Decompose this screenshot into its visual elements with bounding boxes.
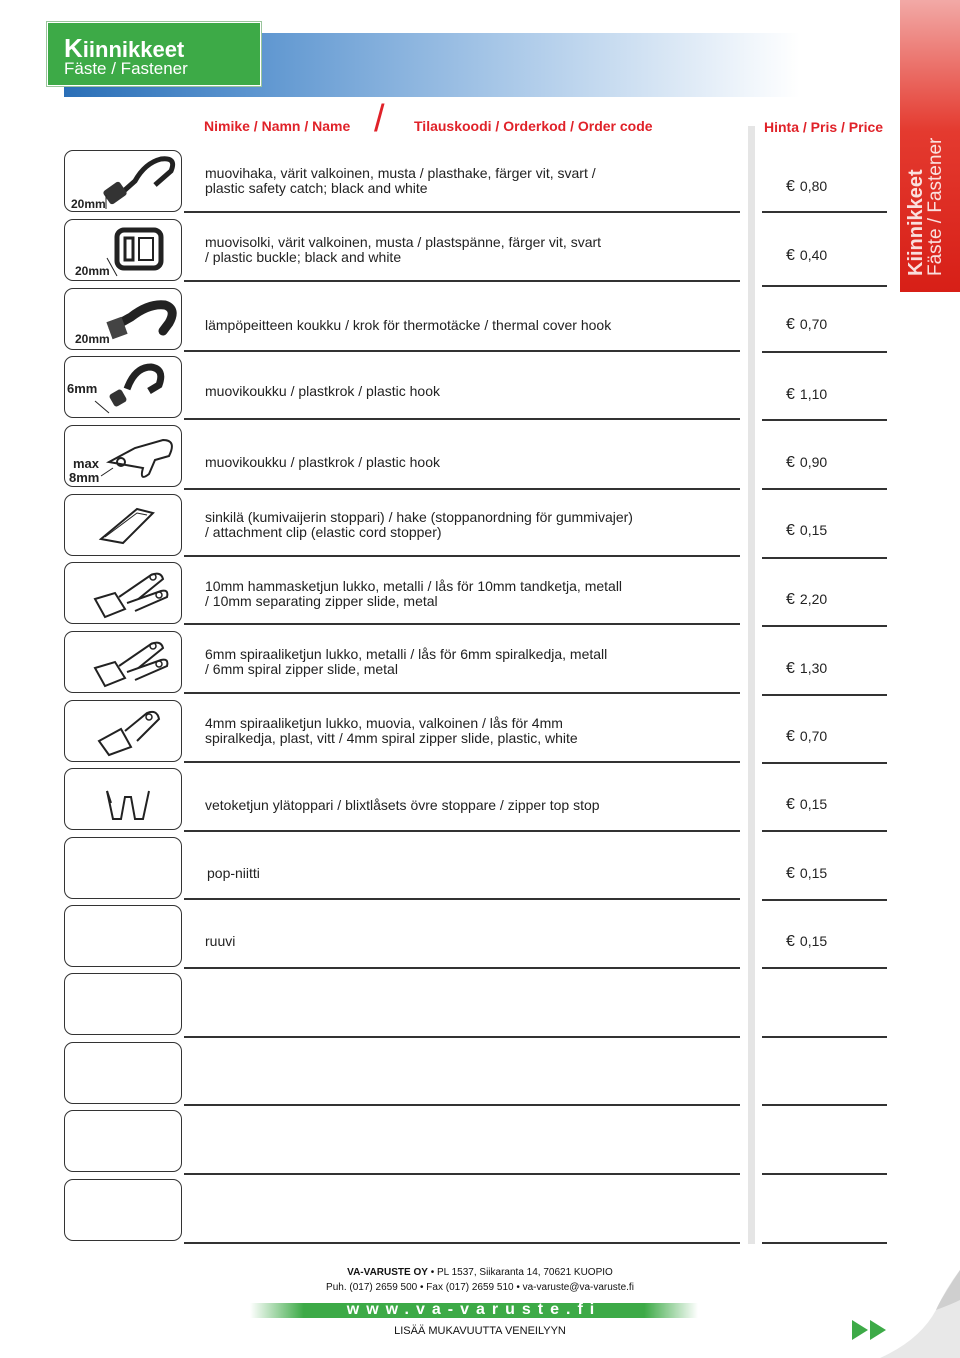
product-image-6mm-zipper-slide	[64, 631, 182, 693]
product-name: 6mm spiraaliketjun lukko, metalli / lås för 6mm spiralkedja, metall / 6mm spiral zipper slide, metal	[205, 646, 608, 677]
price-rule	[762, 967, 887, 969]
product-name: muovisolki, värit valkoinen, musta / plastspänne, färger vit, svart / plastic buckle; black and white	[205, 234, 602, 265]
product-image-4mm-zipper-slide	[64, 700, 182, 762]
product-name: muovikoukku / plastkrok / plastic hook	[205, 383, 440, 399]
price-rule	[762, 762, 887, 764]
order-code-rule	[184, 830, 740, 832]
page-subtitle: Fäste / Fastener	[64, 59, 188, 78]
product-price: € 0,15	[786, 796, 828, 813]
product-image-10mm-zipper-slide	[64, 562, 182, 624]
order-code-rule	[184, 211, 740, 213]
price-rule	[762, 694, 887, 696]
title-box	[47, 22, 261, 86]
product-price: € 2,20	[786, 591, 828, 608]
product-price: € 1,30	[786, 660, 828, 677]
dimension-label: 20mm	[71, 197, 106, 211]
product-price: € 0,15	[786, 522, 828, 539]
price-rule	[762, 1173, 887, 1175]
order-code-rule	[184, 1242, 740, 1244]
footer-tagline: LISÄÄ MUKAVUUTTA VENEILYYN	[394, 1325, 566, 1337]
order-code-rule	[184, 623, 740, 625]
footer-contact: Puh. (017) 2659 500 • Fax (017) 2659 510 • va-varuste@va-varuste.fi	[326, 1282, 634, 1293]
price-rule	[762, 285, 887, 287]
zipper-slide-icon	[65, 563, 182, 624]
order-code-rule	[184, 1104, 740, 1106]
product-image-buckle	[64, 219, 182, 281]
price-rule	[762, 1036, 887, 1038]
order-code-rule	[184, 1036, 740, 1038]
product-image-safety-catch	[64, 150, 182, 212]
product-price: € 1,10	[786, 386, 828, 403]
price-rule	[762, 211, 887, 213]
product-price: € 0,15	[786, 865, 828, 882]
order-code-rule	[184, 350, 740, 352]
column-header-order-code: Tilauskoodi / Orderkod / Order code	[414, 118, 653, 134]
dimension-label: max	[73, 456, 100, 471]
dimension-label: 6mm	[67, 381, 98, 396]
zipper-top-stop-icon	[65, 769, 182, 830]
product-name: pop-niitti	[207, 865, 260, 881]
product-image-plastic-hook-8mm	[64, 425, 182, 487]
product-name: ruuvi	[205, 933, 236, 949]
price-rule	[762, 830, 887, 832]
page-title: Kiinnikkeet	[64, 33, 185, 63]
order-code-rule	[184, 967, 740, 969]
product-image-empty	[64, 905, 182, 967]
price-rule	[762, 899, 887, 901]
order-code-rule	[184, 555, 740, 557]
product-price: € 0,15	[786, 933, 828, 950]
product-name: muovikoukku / plastkrok / plastic hook	[205, 454, 440, 470]
product-image-empty	[64, 973, 182, 1035]
next-page-arrow-icon[interactable]	[852, 1318, 892, 1342]
order-code-rule	[184, 488, 740, 490]
price-rule	[762, 419, 887, 421]
dimension-label: 8mm	[69, 470, 100, 485]
price-rule	[762, 1242, 887, 1244]
column-header-separator: /	[374, 98, 385, 140]
product-name: 10mm hammasketjun lukko, metalli / lås för 10mm tandketja, metall / 10mm separating zipper slide, metal	[205, 578, 623, 609]
zipper-slide-icon	[65, 701, 182, 762]
dimension-label: 20mm	[75, 332, 110, 346]
order-code-rule	[184, 280, 740, 282]
order-code-rule	[184, 692, 740, 694]
product-price: € 0,70	[786, 316, 828, 333]
product-name: lämpöpeitteen koukku / krok för thermotäcke / thermal cover hook	[205, 317, 612, 333]
product-name: muovihaka, värit valkoinen, musta / plasthake, färger vit, svart / plastic safety catch; black and white	[205, 165, 596, 196]
footer-website-link[interactable]: www.va-varuste.fi	[346, 1301, 602, 1318]
product-image-zipper-top-stop	[64, 768, 182, 830]
product-image-empty	[64, 1179, 182, 1241]
product-name: 4mm spiraaliketjun lukko, muovia, valkoinen / lås för 4mm spiralkedja, plast, vitt / 4mm spiral zipper slide, plastic, white	[205, 715, 578, 746]
column-header-price: Hinta / Pris / Price	[764, 119, 884, 135]
order-code-rule	[184, 898, 740, 900]
product-image-empty	[64, 1042, 182, 1104]
product-image-empty	[64, 1110, 182, 1172]
product-price: € 0,90	[786, 454, 828, 471]
product-image-attachment-clip	[64, 494, 182, 556]
zipper-slide-icon	[65, 632, 182, 693]
price-rule	[762, 557, 887, 559]
price-rule	[762, 488, 887, 490]
product-name: sinkilä (kumivaijerin stoppari) / hake (stoppanordning för gummivajer) / attachment clip (elastic cord stopper)	[205, 509, 633, 540]
column-header-name: Nimike / Namn / Name	[204, 118, 351, 134]
dimension-label: 20mm	[75, 264, 110, 278]
product-price: € 0,40	[786, 247, 828, 264]
footer-company: VA-VARUSTE OY • PL 1537, Siikaranta 14, 70621 KUOPIO	[347, 1267, 613, 1278]
page-curl-decoration	[880, 1270, 960, 1358]
order-code-rule	[184, 1173, 740, 1175]
side-section-tab	[900, 0, 960, 292]
side-tab-subtitle: Fäste / Fastener	[925, 137, 946, 276]
product-price: € 0,80	[786, 178, 828, 195]
side-tab-title: Kiinnikkeet	[905, 169, 927, 276]
product-image-thermal-cover-hook	[64, 288, 182, 350]
price-column-divider	[748, 126, 755, 1244]
product-name: vetoketjun ylätoppari / blixtlåsets övre stoppare / zipper top stop	[205, 797, 600, 813]
product-image-empty	[64, 837, 182, 899]
product-image-plastic-hook	[64, 356, 182, 418]
attachment-clip-icon	[65, 495, 182, 556]
order-code-rule	[184, 761, 740, 763]
price-rule	[762, 1104, 887, 1106]
order-code-rule	[184, 418, 740, 420]
price-rule	[762, 351, 887, 353]
product-price: € 0,70	[786, 728, 828, 745]
price-rule	[762, 625, 887, 627]
